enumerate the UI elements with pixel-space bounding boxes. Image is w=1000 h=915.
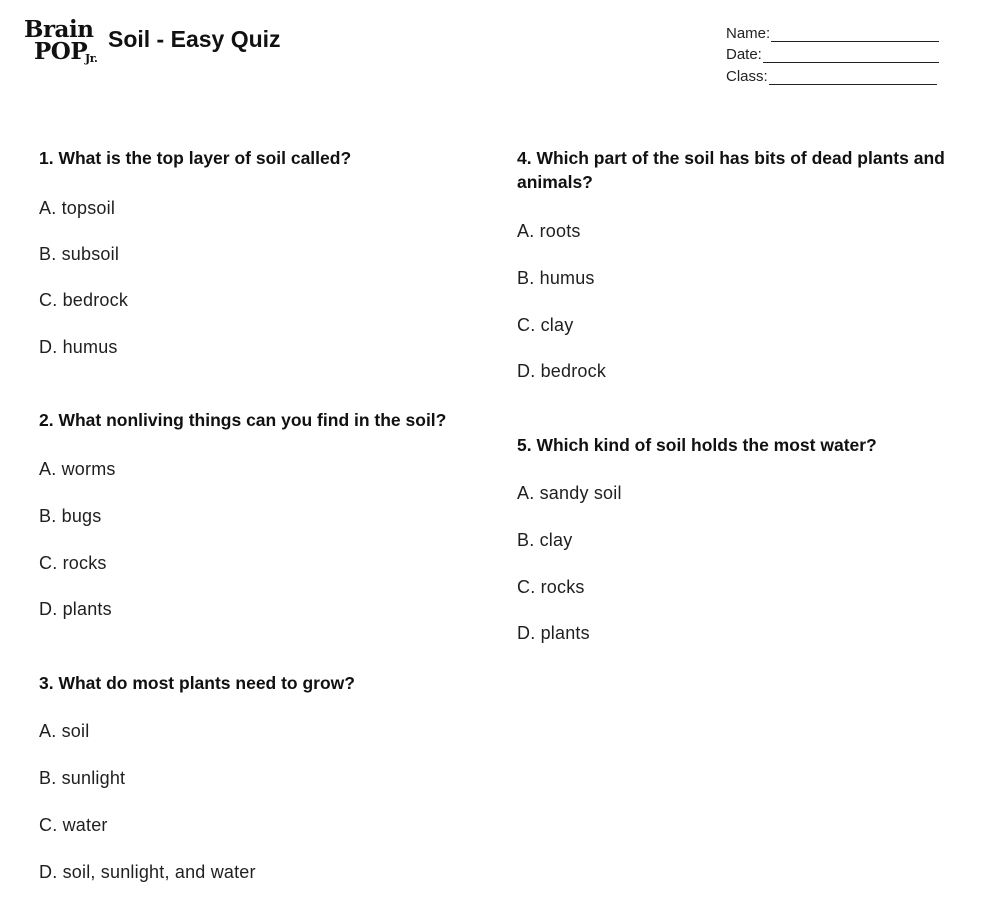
question-5	[517, 433, 977, 643]
question-text: 2. What nonliving things can you find in the soil?	[39, 410, 447, 430]
question-1	[39, 146, 499, 357]
page-title: Soil - Easy Quiz	[108, 26, 281, 52]
class-blank	[769, 71, 937, 85]
logo-text-pop: POP	[34, 38, 88, 65]
answer-option: D. soil, sunlight, and water	[39, 862, 256, 882]
question-text: 5. Which kind of soil holds the most water?	[517, 435, 877, 455]
question-text: 3. What do most plants need to grow?	[39, 673, 355, 693]
answer-option: C. rocks	[517, 577, 585, 597]
answer-option: C. water	[39, 815, 108, 835]
name-field	[726, 20, 939, 42]
class-label: Class:	[726, 67, 768, 85]
question-3	[39, 671, 499, 882]
date-blank	[763, 49, 939, 63]
answer-option: C. clay	[517, 315, 574, 335]
answer-option: D. humus	[39, 337, 118, 357]
logo-text-brain: Brain	[24, 16, 94, 43]
name-label: Name:	[726, 24, 771, 42]
answer-option: A. topsoil	[39, 198, 116, 218]
answer-option: A. worms	[39, 459, 116, 479]
answer-option: C. bedrock	[39, 290, 129, 310]
question-text: 4. Which part of the soil has bits of dead plants and animals?	[517, 148, 945, 192]
answer-option: C. rocks	[39, 553, 107, 573]
answer-option: D. plants	[517, 623, 590, 643]
answer-option: D. bedrock	[517, 361, 607, 381]
answer-option: B. subsoil	[39, 244, 120, 264]
answer-option: B. bugs	[39, 506, 102, 526]
brainpop-jr-logo	[24, 16, 108, 74]
answer-option: D. plants	[39, 599, 112, 619]
answer-option: A. roots	[517, 221, 581, 241]
date-field	[726, 42, 939, 64]
name-blank	[771, 28, 939, 42]
question-4	[517, 146, 977, 381]
logo-text-jr: Jr.	[85, 52, 98, 65]
question-text: 1. What is the top layer of soil called?	[39, 148, 352, 168]
answer-option: B. sunlight	[39, 768, 126, 788]
answer-option: A. sandy soil	[517, 483, 622, 503]
class-field	[726, 63, 939, 85]
student-info-fields	[726, 20, 939, 85]
answer-option: A. soil	[39, 721, 90, 741]
date-label: Date:	[726, 46, 762, 63]
answer-option: B. humus	[517, 268, 595, 288]
question-2	[39, 408, 499, 619]
answer-option: B. clay	[517, 530, 573, 550]
